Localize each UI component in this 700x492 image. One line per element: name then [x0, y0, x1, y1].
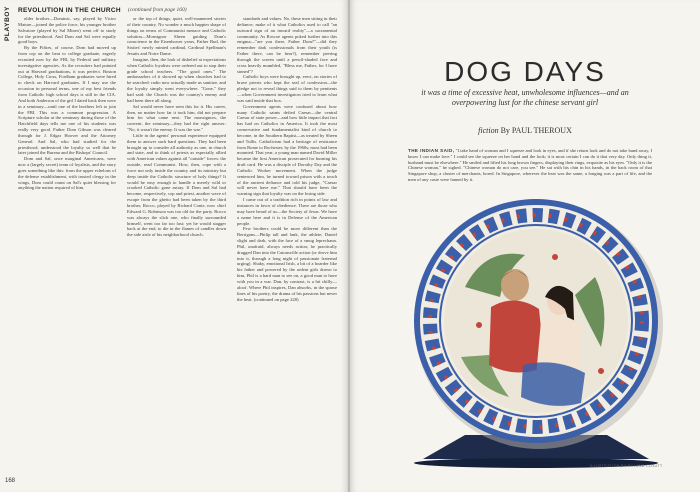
byline-author: By PAUL THEROUX — [500, 126, 572, 135]
paragraph: standards and values. No, these men sitting in their defiance, make of it what Catholics used to call "an outward sign of an inward reality"—a sacramental community. As Roscoe agents poked further into this enigma—"are you there, Father Dom?"—did they remember dark confessionals from their youth (is Father there, can he hear?), remember peering through the screen until a pencil-shaded face and cross heavily mumbled, "Bless me, Father, for I have sinned"? — [237, 16, 337, 74]
byline-prefix: fiction — [478, 126, 499, 135]
paragraph: Dom and Sal, once marginal Americans, were now a (largely secret) team of loyalists, and the story goes something like this: from the upper echelons of the defense establishment, with trusted clergy in the wings, Dom could count on Sal's quiet blessing for anything the nation required of him. — [18, 156, 116, 191]
paragraph: Government agents were confused about how many Catholic saints defied Caesar—the central Caesar of state power—and how little impact that fact has had on Catholics in America. It took the most conservative and fundamentalist kind of church to become, in the Southern Baptist—as treated by Sheen and Tullis. Catholicism had a heritage of resistance from Rome to Rochester, by the 1960s; most had been mounted. That year, a young man named David Miller became the first American prosecuted for burning his draft card. He was a disciple of Dorothy Day and the Catholic Worker movement. When the judge sentenced him, he turned toward prison with a touch of the ancient defiance and told his judge, "Caesar will never have me." That should have been the warning sign that loyalty was on the losing side. — [237, 103, 337, 197]
magazine-folio: PLAYBOY — [4, 6, 11, 42]
article-column-1 — [18, 16, 116, 482]
article-column-3 — [237, 16, 337, 482]
decorative-plate-illustration — [405, 197, 667, 469]
story-opening — [408, 148, 652, 183]
paragraph: Imagine, then, the look of disbelief at expectations when Catholic loyalists were ordered out to stop their grade school teachers. "The good ones." The ambassadors of it showed up when churches had to be searched: radio now actually made us sanitize, and the loyalty simply went everywhere. "Gone," they had said: the Church was the country's enemy and had been there all along. — [127, 56, 226, 103]
article-column-2 — [127, 16, 226, 482]
illustration-credit: ILLUSTRATION BY ROLAND CLOUTT — [590, 464, 663, 468]
right-page — [350, 0, 700, 492]
man-head — [501, 269, 529, 301]
lead-in: THE INDIAN SAID, — [408, 148, 455, 153]
story-title: DOG DAYS — [444, 56, 606, 87]
man-robe — [489, 300, 545, 372]
illustration-plate — [405, 197, 667, 469]
paragraph: I came out of a tradition rich in points of law and instances in favor of obedience. There are those who may have heard of us—the Society of Jesus. We have a name here and it is in Defense of the American people. — [237, 197, 337, 226]
paragraph: Few brothers could be more different than the Berrigans—Philip tall and lank, the athlete; Daniel slight and dark, with the face of a smug leprechaun. Phil, unafraid, always needs action; he practically dragged Dan into the Catonsville action (or drove him into it, through a long night of passionate fraternal urging). Shaky, emotional Irish, a bit of a hoarder like his father and powered by the ardent girls drawn to him, Phil is a hard man to see on, a good man to have with you in a war. Dan, by contrast, is a bit chilly—aloof. Where Phil inspires, Dan absorbs, in the sparse lines of his poetry, the drama of his passions but never the heat. (continued on page 228) — [237, 226, 337, 302]
paragraph: Sal would never have seen this for it. His career, then, no matter how far it took him, did not prepare him for what came next. The monsignors, the convent, the seminary—they had the right answer: "No, it wasn't the enemy. It was the war." — [127, 103, 226, 133]
story-dek: it was a time of excessive heat, unwholesome influences—and an overpowering lust for the chinese servant girl — [421, 88, 629, 107]
plate-decoration — [552, 254, 558, 260]
plate-decoration — [476, 322, 482, 328]
story-body: "I take hand of woman and I squeeze and look in eyes, and if she return look and do not take hand away, I know I can make love." I could see the squeeze on her hand and the look; it is most certain I can do it that very day. Only thing it, husband must be elsewhere." He smiled and lifted his long brown fingers, displaying their rings, exquisite as his eyes. "Only it is the Chinese woman," he sighed. "Chinese woman do not care, you see." He sat with his chin in his hands, in the back room of that Singapore shop, a cluster of merchants, bored. In Singapore, wherever the heat was the same, a longing was a part of life, and the men of any caste were fanned by it. — [408, 148, 652, 182]
paragraph: or the top of things, quiet, well-mannered stories of their country. No wonder a much happier shape of things on terms of Communist menace and Catholic solution—Monsignor Sheen guiding Dom's conscience in the Eisenhower years, Father Bud, the Sixties' newly minted cardinal, Cardinal Spellman's Jesuits and Notre Dame. — [127, 16, 226, 57]
continued-note: (continued from page 160) — [128, 7, 187, 13]
running-head: REVOLUTION IN THE CHURCH — [18, 7, 121, 14]
paragraph: Little in the agents' personal experience equipped them to answer such hard questions. They had been brought up to consider all authority as one, in church and state, and to think of priests as especially allied with American values against all "outside" forces: the outside, read Communist. How, then, cope with a force not only inside the country and its ministry but deep inside the Catholic structure of holy things? It would be easy enough to handle a merely wild or crooked Catholic gone astray. If Dom and Sal had become, respectively, cop and priest, another wave of escape from the ghetto had been taken by the third brother, Rocco, played by Richard Conte, now chief Edward G. Robinson was too old for the party. Rocco was always the slick one, who finally surrounded himself, went too far too fast; yet he would stagger back at the end, to die in the flames of candles down the side aisle of his neighborhood church. — [127, 132, 226, 238]
left-page — [0, 0, 348, 492]
plate-decoration — [598, 368, 604, 374]
paragraph: older brother—Dominic, say, played by Victor Mature—joined the police force, his younger brother Salvatore (played by Sal Mineo) went off to study for the priesthood. And Dom and Sal were equally good boys. — [18, 16, 116, 45]
page-number: 168 — [5, 478, 16, 484]
paragraph: Catholic boys were brought up, erect, on stories of brave priests who kept the seal of confession—the pledge not to reveal things said to them by penitents—when Government investigators tried to learn what was said inside that box. — [237, 74, 337, 103]
byline — [350, 126, 700, 135]
paragraph: By the Fifties, of course, Dom had moved up from cop on the beat to college graduate, eagerly recruited now by the FBI, by Federal and military investigative agencies. As the recruiters had pointed out at Harvard graduations, it was perfect. Boston College, Holy Cross, Fordham graduates were hired to check on Harvard graduates. If I may use the occasion in personal terms, one of my best friends from Catholic high school days is still in the CIA. And both Anderson of the girl I dated back then were in a seminary—until one of the brothers left to join the FBI. This was a common progression. A Scripture scholar at the seminary during those of the Hatchfield days tells me one of his students was really very good. Father Dom Gibson was cleared through for J. Edgar Hoover and the Attorney General. And Sal, who had studied for the priesthood, understood the loyalty so well that he later joined the Bureau and the Bishops' Council. — [18, 45, 116, 156]
drape — [521, 362, 585, 406]
